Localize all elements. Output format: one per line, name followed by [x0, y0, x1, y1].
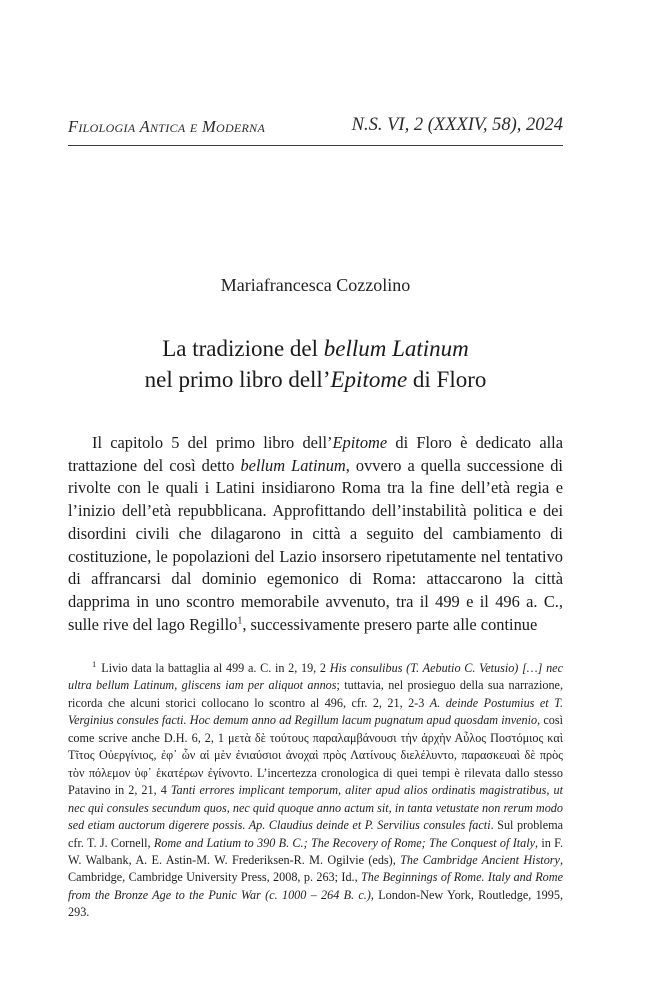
text-run: nel primo libro dell’ — [144, 367, 331, 392]
text-run: di Floro — [407, 367, 487, 392]
text-run: , in F. W. Walbank, A. E. Astin-M. W. Frederiksen-R. M. Ogilvie (eds), — [68, 835, 564, 867]
text-run: , London-New York, Routledge, 1995, 293. — [68, 887, 563, 920]
italic-run: Epitome — [330, 367, 408, 392]
text-run: di Floro è dedicato alla trattazione del così detto — [68, 433, 563, 475]
italic-run: Tanti errores implicant temporum, aliter apud alios ordinatis magistratibus, ut nec qui consules secundum quos, nec quid quoque anno actum sit, in tanta vetustate non rerum modo sed etiam auctorum digerere possis. Ap. Claudius deinde et P. Servilius consules facti — [68, 783, 563, 833]
article-title — [68, 333, 563, 395]
title-line-1 — [68, 333, 563, 364]
title-line-2 — [68, 364, 563, 395]
text-run: così come scrive anche D.H. 6, 2, 1 μετὰ δὲ τούτους παραλαμβάνουσι τὴν ἀρχὴν Αὖλος Ποστόμιος καὶ Τῖτος Οὐεργίνιος, ἐφ᾽ ὧν αἱ μὲν ἐνιαύσιοι ἀνοχαὶ πρὸς Λατίνους διελέλυντο, παρασκευαὶ δὲ πρὸς τὸν πόλεμον ὑφ᾽ ἑκατέρων ἐγίνοντο. L’incertezza cronologica di quei tempi è rilevata dallo stesso Patavino in 2, 21, 4 — [68, 713, 563, 798]
text-run: Livio data la battaglia al 499 a. C. in 2, 19, 2 — [101, 661, 330, 675]
text-run: La tradizione del — [162, 336, 324, 361]
italic-run: Epitome — [332, 433, 388, 452]
italic-run: Rome and Latium to 390 B. C.; The Recovery of Rome; The Conquest of Italy — [153, 835, 536, 850]
footnote — [68, 660, 563, 922]
text-run: , Cambridge, Cambridge University Press, 2008, p. 263; Id., — [68, 852, 563, 885]
italic-run: A. deinde Postumius et T. Verginius consules facti. Hoc demum anno ad Regillum lacum pugnatum apud quosdam invenio, — [68, 695, 564, 728]
text-run: Il capitolo 5 del primo libro dell’ — [92, 433, 333, 452]
text-run: , ovvero a quella successione di rivolte con le quali i Latini insidiarono Roma tra la fine dell’età regia e l’inizio dell’età repubblicana. Approfittando dell’instabilità politica e dei disordini civili che dilagarono in città a seguito del cambiamento di costituzione, le popolazioni del Lazio insorsero ripetutamente nel tentativo di affrancarsi dal dominio egemonico di Roma: attaccarono la città dapprima in uno scontro memorabile avvenuto, tra il 499 e il 496 a. C., sulle rive del lago Regillo — [68, 455, 563, 634]
text-run: , successivamente presero parte alle continue — [242, 614, 538, 634]
running-head — [68, 117, 563, 139]
italic-run: His consulibus (T. Aebutio C. Vetusio) […] nec ultra bellum Latinum, gliscens iam per aliquot annos — [68, 661, 563, 693]
italic-run: bellum Latinum — [240, 455, 346, 475]
body-paragraph — [68, 432, 563, 636]
text-run: ; tuttavia, nel prosieguo della sua narrazione, ricorda che alcuni storici collocano lo scontro al 496, cfr. 2, 21, 2-3 — [68, 678, 564, 710]
footnote-marker: 1 — [92, 658, 97, 669]
issue-number: N.S. VI, 2 (XXXIV, 58), 2024 — [351, 115, 563, 135]
journal-name: Filologia Antica e Moderna — [68, 117, 266, 136]
italic-run: bellum Latinum — [323, 336, 469, 361]
article-author: Mariafrancesca Cozzolino — [220, 275, 411, 295]
italic-run: The Beginnings of Rome. Italy and Rome from the Bronze Age to the Punic War (c. 1000 – 264 B. c.) — [68, 870, 563, 902]
footnote-text — [68, 658, 564, 920]
text-run: . Sul problema cfr. T. J. Cornell, — [68, 818, 563, 850]
header-rule — [68, 145, 563, 146]
footnote-reference: 1 — [237, 615, 243, 627]
italic-run: The Cambridge Ancient History — [400, 852, 560, 867]
